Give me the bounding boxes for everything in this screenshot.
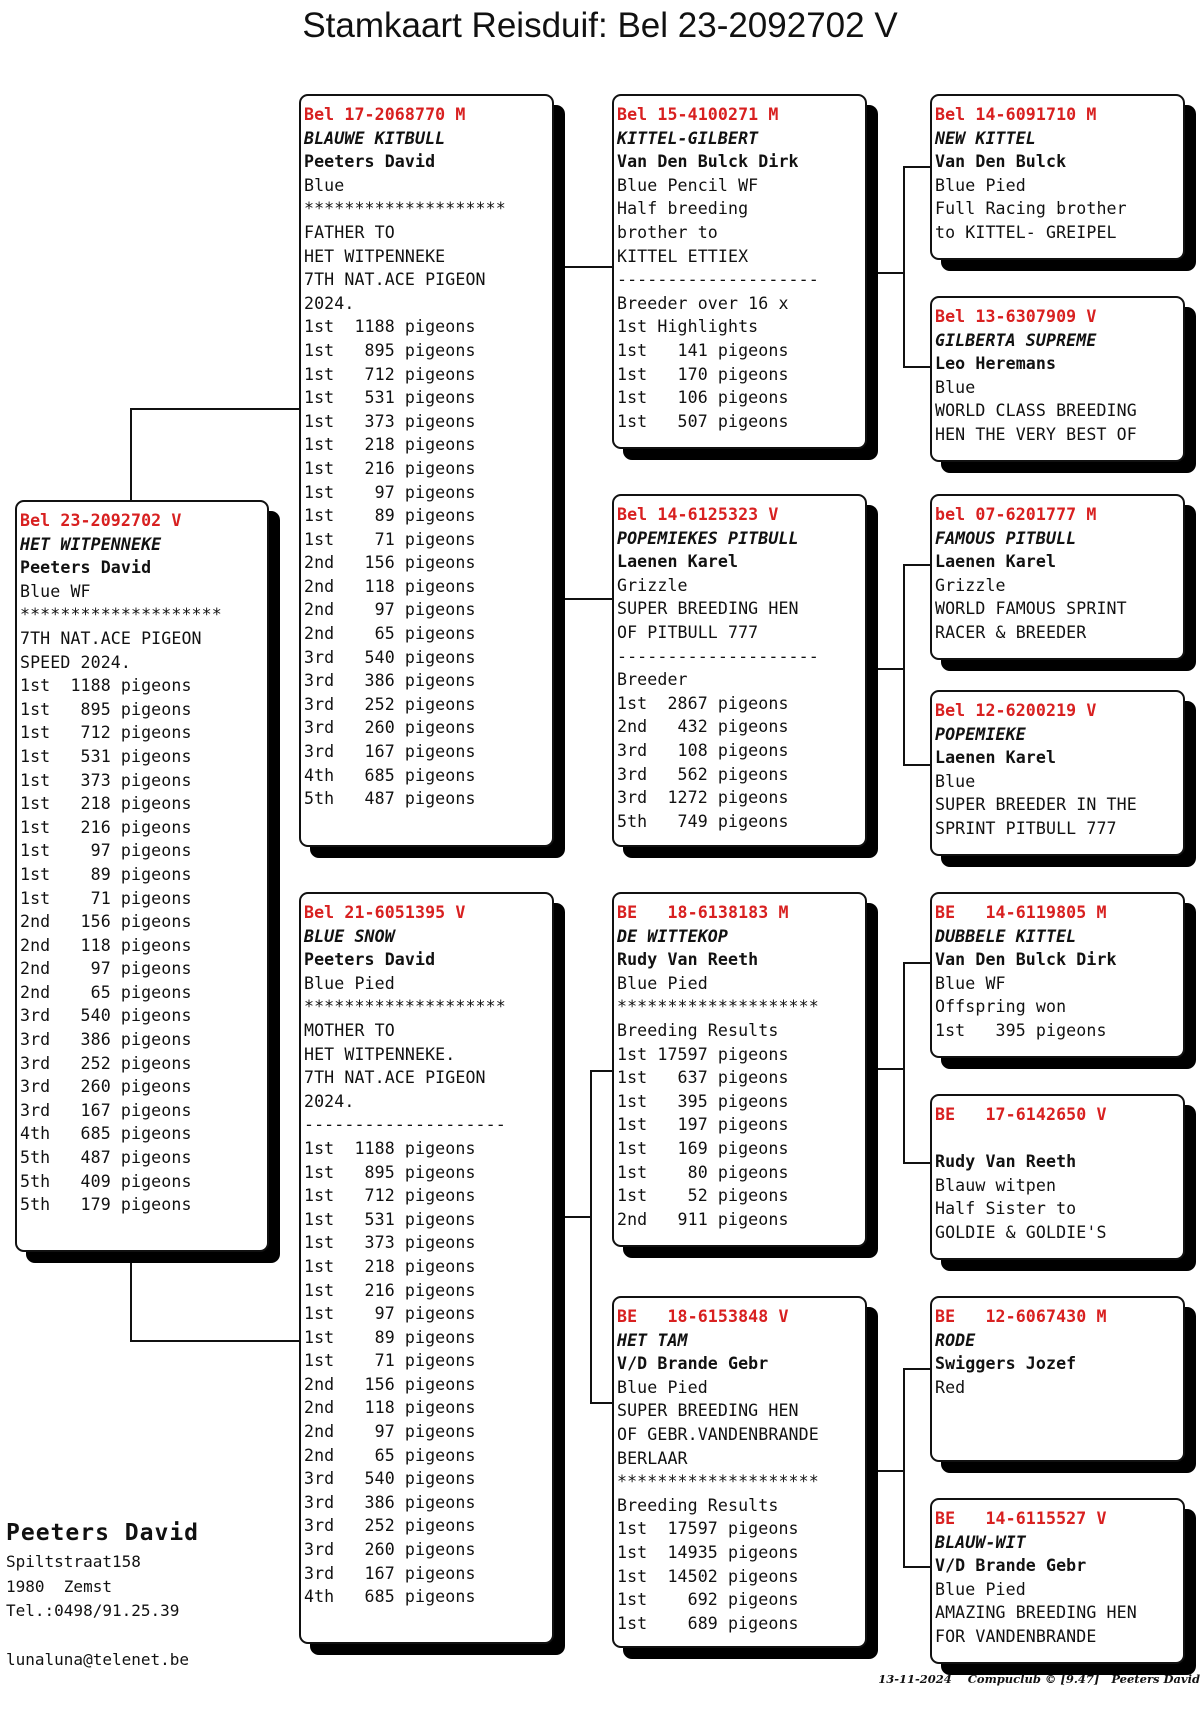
info-line: 2nd 65 pigeons (304, 1445, 476, 1465)
info-line: Full Racing brother (935, 199, 1127, 219)
info-line: 3rd 386 pigeons (304, 671, 476, 691)
info-line: Blue WF (20, 581, 91, 601)
pedigree-card-father[interactable] (299, 94, 554, 847)
ring-number: Bel 14-6125323 V (617, 505, 779, 524)
ring-number: Bel 13-6307909 V (935, 307, 1097, 326)
ring-number: Bel 15-4100271 M (617, 105, 779, 124)
breeder-name: Leo Heremans (935, 354, 1057, 374)
info-line: 3rd 167 pigeons (20, 1100, 192, 1120)
info-line: Breeding Results (617, 1020, 779, 1040)
pedigree-card-ff-mother[interactable] (930, 296, 1185, 462)
ring-number: BE 17-6142650 V (935, 1105, 1107, 1124)
ring-number: bel 07-6201777 M (935, 505, 1097, 524)
info-line: 2nd 65 pigeons (304, 624, 476, 644)
info-line: Red (935, 1377, 966, 1397)
owner-street: Spiltstraat158 (6, 1552, 141, 1571)
pigeon-name: HET TAM (617, 1330, 688, 1350)
info-line: ******************** (617, 997, 819, 1017)
info-line: 1st 531 pigeons (20, 746, 192, 766)
info-line: HET WITPENNEKE (304, 246, 446, 266)
info-line: 1st 373 pigeons (304, 411, 476, 431)
info-line: Blue Pied (304, 973, 395, 993)
info-line: 3rd 540 pigeons (304, 647, 476, 667)
pigeon-name: DUBBELE KITTEL (935, 926, 1077, 946)
pedigree-card-ff-father[interactable] (930, 94, 1185, 260)
connector-line (903, 1162, 931, 1164)
pigeon-name: POPEMIEKE (935, 724, 1026, 744)
pedigree-card-mm-father[interactable] (930, 1296, 1185, 1462)
info-line: 1st 17597 pigeons (617, 1519, 799, 1539)
info-line: 1st 1188 pigeons (20, 676, 192, 696)
connector-line (878, 1470, 905, 1472)
info-line: 5th 487 pigeons (304, 789, 476, 809)
info-line: Blue (935, 771, 976, 791)
breeder-name: Laenen Karel (935, 748, 1057, 768)
info-line: 5th 409 pigeons (20, 1171, 192, 1191)
pigeon-name: RODE (935, 1330, 976, 1350)
info-line: 1st 170 pigeons (617, 364, 789, 384)
breeder-name: Peeters David (304, 950, 436, 970)
connector-line (903, 962, 931, 964)
pigeon-name: KITTEL-GILBERT (617, 128, 759, 148)
info-line: 2nd 118 pigeons (20, 935, 192, 955)
info-line: 1st 895 pigeons (20, 699, 192, 719)
pedigree-card-fm-father[interactable] (930, 494, 1185, 660)
ring-number: Bel 12-6200219 V (935, 701, 1097, 720)
info-line: 3rd 167 pigeons (304, 1563, 476, 1583)
info-line: 1st 507 pigeons (617, 411, 789, 431)
info-line: OF PITBULL 777 (617, 622, 759, 642)
info-line: 1st 97 pigeons (304, 1304, 476, 1324)
breeder-name: V/D Brande Gebr (935, 1556, 1087, 1576)
info-line: 1st 712 pigeons (304, 1186, 476, 1206)
pigeon-name: GILBERTA SUPREME (935, 330, 1097, 350)
info-line: 3rd 252 pigeons (20, 1053, 192, 1073)
pedigree-card-mother-mother[interactable] (612, 1296, 867, 1648)
info-line: 7TH NAT.ACE PIGEON (20, 628, 202, 648)
pedigree-card-mf-mother[interactable] (930, 1094, 1185, 1260)
info-line: 7TH NAT.ACE PIGEON (304, 1068, 486, 1088)
connector-line (903, 166, 931, 168)
info-line: 1st 531 pigeons (304, 1209, 476, 1229)
info-line: 3rd 540 pigeons (304, 1469, 476, 1489)
page-title: Stamkaart Reisduif: Bel 23-2092702 V (302, 6, 898, 45)
ring-number: BE 18-6138183 M (617, 903, 789, 922)
info-line: 3rd 167 pigeons (304, 742, 476, 762)
info-line: ******************** (617, 1472, 819, 1492)
breeder-name: Rudy Van Reeth (935, 1152, 1077, 1172)
info-line: 4th 685 pigeons (304, 765, 476, 785)
breeder-name: Rudy Van Reeth (617, 950, 759, 970)
info-line: 3rd 386 pigeons (20, 1030, 192, 1050)
info-line: 3rd 540 pigeons (20, 1006, 192, 1026)
pedigree-card-subject[interactable] (15, 500, 269, 1252)
owner-contact (6, 1516, 199, 1672)
owner-email[interactable]: lunaluna@telenet.be (6, 1649, 190, 1669)
info-line: 1st 197 pigeons (617, 1115, 789, 1135)
info-line: 1st 216 pigeons (20, 817, 192, 837)
info-line: SUPER BREEDING HEN (617, 599, 799, 619)
info-line: 1st 2867 pigeons (617, 693, 789, 713)
owner-name: Peeters David (6, 1520, 200, 1546)
connector-line (553, 478, 565, 480)
info-line: 1st 895 pigeons (304, 340, 476, 360)
info-line: 1st 895 pigeons (304, 1162, 476, 1182)
info-line: 1st 1188 pigeons (304, 1138, 476, 1158)
breeder-name: Peeters David (20, 558, 152, 578)
pigeon-name: NEW KITTEL (935, 128, 1036, 148)
info-line: 3rd 252 pigeons (304, 694, 476, 714)
info-line: 1st 71 pigeons (304, 529, 476, 549)
info-line: 1st 141 pigeons (617, 340, 789, 360)
connector-line (903, 764, 931, 766)
info-line: 1st Highlights (617, 317, 759, 337)
info-line: AMAZING BREEDING HEN (935, 1603, 1137, 1623)
info-line: 1st 218 pigeons (20, 794, 192, 814)
info-line: OF GEBR.VANDENBRANDE (617, 1424, 819, 1444)
connector-line (130, 408, 132, 500)
info-line: -------------------- (617, 270, 819, 290)
info-line: 4th 685 pigeons (304, 1587, 476, 1607)
info-line: 1st 712 pigeons (20, 723, 192, 743)
info-line: Blauw witpen (935, 1175, 1057, 1195)
owner-city: 1980 Zemst (6, 1576, 112, 1596)
info-line: GOLDIE & GOLDIE'S (935, 1222, 1107, 1242)
info-line: 1st 395 pigeons (617, 1091, 789, 1111)
connector-line (130, 408, 300, 410)
breeder-name: V/D Brande Gebr (617, 1354, 769, 1374)
info-line: 1st 97 pigeons (304, 482, 476, 502)
info-line: 5th 179 pigeons (20, 1195, 192, 1215)
pigeon-name: BLAUW-WIT (935, 1532, 1026, 1552)
info-line: 2nd 911 pigeons (617, 1209, 789, 1229)
info-line: 1st 169 pigeons (617, 1138, 789, 1158)
breeder-name: Van Den Bulck Dirk (935, 950, 1117, 970)
info-line: 2nd 156 pigeons (304, 1374, 476, 1394)
info-line: Blue WF (935, 973, 1006, 993)
pigeon-name (935, 1127, 1183, 1151)
pedigree-card-mm-mother[interactable] (930, 1498, 1185, 1664)
info-line: Blue (304, 175, 345, 195)
connector-line (903, 564, 931, 566)
info-line: Blue Pied (935, 175, 1026, 195)
info-line: Offspring won (935, 997, 1067, 1017)
connector-line (903, 166, 905, 368)
info-line: 1st 712 pigeons (304, 364, 476, 384)
pigeon-name: DE WITTEKOP (617, 926, 728, 946)
info-line: 1st 14502 pigeons (617, 1566, 799, 1586)
ring-number: BE 14-6115527 V (935, 1509, 1107, 1528)
info-line: Blue Pied (935, 1579, 1026, 1599)
breeder-name: Laenen Karel (617, 552, 739, 572)
ring-number: BE 14-6119805 M (935, 903, 1107, 922)
info-line: 2nd 118 pigeons (304, 576, 476, 596)
info-line: 1st 637 pigeons (617, 1068, 789, 1088)
ring-number: Bel 14-6091710 M (935, 105, 1097, 124)
ring-number: BE 12-6067430 M (935, 1307, 1107, 1326)
connector-line (590, 1070, 613, 1072)
connector-line (903, 366, 931, 368)
breeder-name: Van Den Bulck (935, 152, 1067, 172)
info-line: 1st 692 pigeons (617, 1590, 799, 1610)
pigeon-name: BLUE SNOW (304, 926, 395, 946)
breeder-name: Laenen Karel (935, 552, 1057, 572)
info-line: 4th 685 pigeons (20, 1124, 192, 1144)
ring-number: Bel 23-2092702 V (20, 511, 182, 530)
info-line: 2024. (304, 293, 355, 313)
info-line: Grizzle (617, 575, 688, 595)
info-line: SUPER BREEDING HEN (617, 1401, 799, 1421)
info-line: 3rd 1272 pigeons (617, 788, 789, 808)
info-line: HET WITPENNEKE. (304, 1044, 456, 1064)
info-line: SUPER BREEDER IN THE (935, 795, 1137, 815)
connector-line (903, 1368, 905, 1568)
info-line: 1st 97 pigeons (20, 841, 192, 861)
info-line: SPEED 2024. (20, 652, 131, 672)
connector-line (903, 564, 905, 766)
info-line: 2nd 156 pigeons (20, 912, 192, 932)
info-line: 3rd 386 pigeons (304, 1492, 476, 1512)
info-line: WORLD CLASS BREEDING (935, 401, 1137, 421)
info-line: Blue Pencil WF (617, 175, 759, 195)
info-line: ******************** (20, 605, 222, 625)
info-line: KITTEL ETTIEX (617, 246, 749, 266)
info-line: 2nd 156 pigeons (304, 553, 476, 573)
connector-line (878, 272, 905, 274)
pedigree-card-father-mother[interactable] (612, 494, 867, 847)
info-line: 2024. (304, 1091, 355, 1111)
pedigree-card-fm-mother[interactable] (930, 690, 1185, 856)
info-line: 3rd 252 pigeons (304, 1516, 476, 1536)
info-line: MOTHER TO (304, 1020, 395, 1040)
breeder-name: Swiggers Jozef (935, 1354, 1077, 1374)
info-line: Breeder over 16 x (617, 293, 789, 313)
info-line: FOR VANDENBRANDE (935, 1626, 1097, 1646)
connector-line (553, 1216, 592, 1218)
info-line: Half Sister to (935, 1199, 1077, 1219)
info-line: -------------------- (304, 1115, 506, 1135)
info-line: to KITTEL- GREIPEL (935, 222, 1117, 242)
info-line: Blue Pied (617, 973, 708, 993)
connector-line (563, 598, 613, 600)
connector-line (878, 1068, 905, 1070)
info-line: 7TH NAT.ACE PIGEON (304, 270, 486, 290)
info-line: brother to (617, 222, 718, 242)
info-line: 1st 17597 pigeons (617, 1044, 789, 1064)
info-line: 5th 487 pigeons (20, 1148, 192, 1168)
info-line: 3rd 260 pigeons (20, 1077, 192, 1097)
info-line: 1st 89 pigeons (304, 506, 476, 526)
pedigree-card-mf-father[interactable] (930, 892, 1185, 1058)
info-line: 1st 373 pigeons (20, 770, 192, 790)
pigeon-name: HET WITPENNEKE (20, 534, 162, 554)
info-line: Breeding Results (617, 1495, 779, 1515)
info-line: 1st 106 pigeons (617, 388, 789, 408)
info-line: SPRINT PITBULL 777 (935, 818, 1117, 838)
info-line: 1st 14935 pigeons (617, 1542, 799, 1562)
pigeon-name: BLAUWE KITBULL (304, 128, 446, 148)
owner-phone: Tel.:0498/91.25.39 (6, 1601, 180, 1620)
connector-line (563, 266, 613, 268)
connector-line (878, 668, 905, 670)
info-line: 1st 80 pigeons (617, 1162, 789, 1182)
info-line: 1st 216 pigeons (304, 458, 476, 478)
info-line: 5th 749 pigeons (617, 811, 789, 831)
breeder-name: Peeters David (304, 152, 436, 172)
connector-line (903, 1368, 931, 1370)
info-line: 1st 689 pigeons (617, 1613, 799, 1633)
info-line: 3rd 260 pigeons (304, 718, 476, 738)
info-line: 1st 52 pigeons (617, 1186, 789, 1206)
connector-line (563, 266, 565, 600)
info-line: ******************** (304, 199, 506, 219)
connector-line (903, 1566, 931, 1568)
info-line: 1st 216 pigeons (304, 1280, 476, 1300)
info-line: Breeder (617, 670, 688, 690)
info-line: Grizzle (935, 575, 1006, 595)
info-line: 1st 218 pigeons (304, 1256, 476, 1276)
ring-number: BE 18-6153848 V (617, 1307, 789, 1326)
breeder-name: Van Den Bulck Dirk (617, 152, 799, 172)
info-line: 2nd 97 pigeons (304, 600, 476, 620)
connector-line (903, 962, 905, 1164)
info-line: ******************** (304, 997, 506, 1017)
info-line: 1st 373 pigeons (304, 1233, 476, 1253)
info-line: RACER & BREEDER (935, 622, 1087, 642)
info-line: -------------------- (617, 646, 819, 666)
connector-line (590, 1402, 613, 1404)
pedigree-card-mother[interactable] (299, 892, 554, 1644)
connector-line (130, 1340, 300, 1342)
ring-number: Bel 21-6051395 V (304, 903, 466, 922)
info-line: Blue Pied (617, 1377, 708, 1397)
info-line: 2nd 97 pigeons (304, 1422, 476, 1442)
connector-line (130, 1262, 132, 1340)
pedigree-card-father-father[interactable] (612, 94, 867, 449)
info-line: 1st 89 pigeons (20, 864, 192, 884)
info-line: 2nd 118 pigeons (304, 1398, 476, 1418)
info-line: 1st 218 pigeons (304, 435, 476, 455)
pigeon-name: FAMOUS PITBULL (935, 528, 1077, 548)
info-line: 3rd 260 pigeons (304, 1540, 476, 1560)
info-line: 2nd 432 pigeons (617, 717, 789, 737)
info-line: 3rd 108 pigeons (617, 740, 789, 760)
info-line: 1st 71 pigeons (20, 888, 192, 908)
ring-number: Bel 17-2068770 M (304, 105, 466, 124)
connector-line (590, 1070, 592, 1404)
info-line: 1st 71 pigeons (304, 1351, 476, 1371)
pigeon-name: POPEMIEKES PITBULL (617, 528, 799, 548)
info-line: 1st 89 pigeons (304, 1327, 476, 1347)
info-line: Blue (935, 377, 976, 397)
info-line: Half breeding (617, 199, 749, 219)
pedigree-card-mother-father[interactable] (612, 892, 867, 1247)
info-line: FATHER TO (304, 222, 395, 242)
print-footer: 13-11-2024 Compuclub © [9.47] Peeters David (878, 1672, 1200, 1686)
info-line: 3rd 562 pigeons (617, 764, 789, 784)
info-line: 1st 1188 pigeons (304, 317, 476, 337)
info-line: 2nd 65 pigeons (20, 982, 192, 1002)
info-line: HEN THE VERY BEST OF (935, 424, 1137, 444)
info-line: 1st 531 pigeons (304, 388, 476, 408)
info-line: WORLD FAMOUS SPRINT (935, 599, 1127, 619)
info-line: 1st 395 pigeons (935, 1020, 1107, 1040)
info-line: BERLAAR (617, 1448, 688, 1468)
info-line: 2nd 97 pigeons (20, 959, 192, 979)
